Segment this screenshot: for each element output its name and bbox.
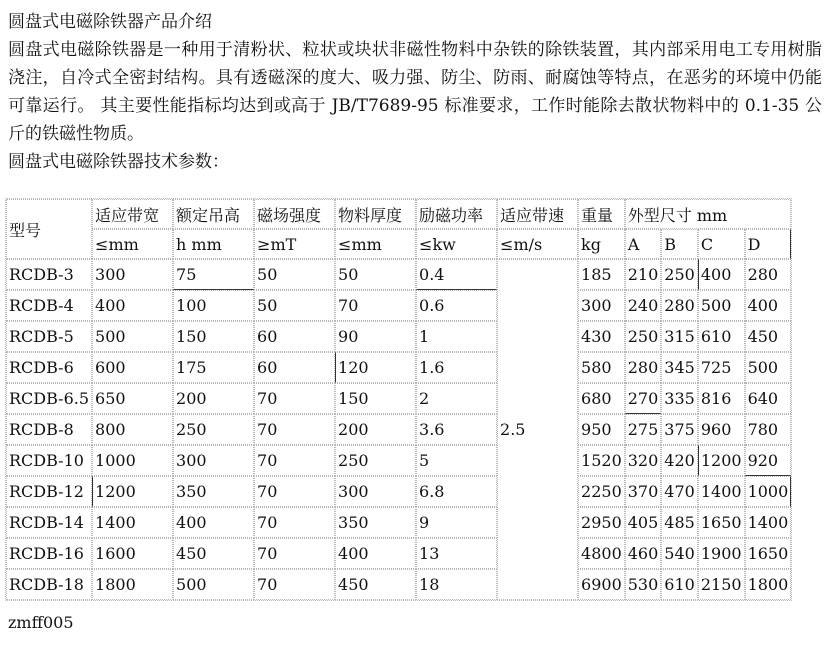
cell-model: RCDB-16 — [6, 538, 92, 569]
cell-width: 300 — [92, 259, 173, 290]
table-row — [6, 538, 791, 569]
cell-weight: 580 — [578, 352, 625, 383]
cell-width: 1600 — [92, 538, 173, 569]
dim-a-header: A — [625, 229, 662, 259]
cell-dim-c: 1400 — [698, 476, 745, 507]
cell-power: 5 — [416, 445, 497, 476]
cell-thickness: 350 — [335, 507, 416, 538]
cell-dim-d: 780 — [745, 414, 792, 445]
cell-dim-c: 500 — [698, 290, 745, 321]
cell-model: RCDB-18 — [6, 569, 92, 600]
cell-width: 800 — [92, 414, 173, 445]
table-row — [6, 321, 791, 352]
cell-weight: 2950 — [578, 507, 625, 538]
specs-table — [5, 198, 792, 601]
cell-dim-d: 1000 — [745, 476, 792, 507]
cell-thickness: 90 — [335, 321, 416, 352]
cell-dim-c: 610 — [698, 321, 745, 352]
cell-thickness: 50 — [335, 259, 416, 290]
dim-b-header: B — [661, 229, 698, 259]
cell-dim-b: 345 — [661, 352, 698, 383]
cell-dim-d: 1400 — [745, 507, 792, 538]
cell-model: RCDB-3 — [6, 259, 92, 290]
cell-weight: 1520 — [578, 445, 625, 476]
unit-field: ≥mT — [254, 229, 335, 259]
cell-power: 0.6 — [416, 290, 497, 321]
cell-dim-c: 400 — [698, 259, 745, 290]
cell-dim-a: 530 — [625, 569, 662, 600]
specs-heading: 圆盘式电磁除铁器技术参数： — [8, 152, 229, 172]
cell-height: 400 — [173, 507, 254, 538]
cell-height: 150 — [173, 321, 254, 352]
cell-field: 70 — [254, 569, 335, 600]
cell-dim-b: 420 — [661, 445, 698, 476]
document-body — [8, 8, 822, 176]
table-row — [6, 445, 791, 476]
cell-dim-b: 315 — [661, 321, 698, 352]
header-dimensions: 外型尺寸 mm — [625, 199, 792, 229]
cell-width: 400 — [92, 290, 173, 321]
cell-field: 70 — [254, 538, 335, 569]
cell-height: 350 — [173, 476, 254, 507]
cell-weight: 680 — [578, 383, 625, 414]
cell-height: 300 — [173, 445, 254, 476]
cell-power: 3.6 — [416, 414, 497, 445]
cell-dim-d: 500 — [745, 352, 792, 383]
cell-model: RCDB-4 — [6, 290, 92, 321]
cell-model: RCDB-6 — [6, 352, 92, 383]
cell-power: 0.4 — [416, 259, 497, 290]
table-row — [6, 383, 791, 414]
cell-height: 75 — [173, 259, 254, 290]
header-row-1 — [6, 199, 791, 229]
cell-dim-a: 320 — [625, 445, 662, 476]
cell-power: 18 — [416, 569, 497, 600]
cell-thickness: 400 — [335, 538, 416, 569]
table-row — [6, 476, 791, 507]
cell-field: 70 — [254, 507, 335, 538]
cell-thickness: 120 — [335, 352, 416, 383]
cell-power: 9 — [416, 507, 497, 538]
cell-thickness: 200 — [335, 414, 416, 445]
cell-dim-a: 280 — [625, 352, 662, 383]
cell-thickness: 250 — [335, 445, 416, 476]
cell-weight: 300 — [578, 290, 625, 321]
header-thickness: 物料厚度 — [335, 199, 416, 229]
cell-dim-a: 210 — [625, 259, 662, 290]
cell-dim-a: 275 — [625, 414, 662, 445]
cell-thickness: 300 — [335, 476, 416, 507]
header-speed: 适应带速 — [497, 199, 578, 229]
cell-dim-c: 816 — [698, 383, 745, 414]
table-row — [6, 259, 791, 290]
cell-dim-a: 250 — [625, 321, 662, 352]
cell-thickness: 450 — [335, 569, 416, 600]
table-row — [6, 569, 791, 600]
header-power: 励磁功率 — [416, 199, 497, 229]
table-row — [6, 507, 791, 538]
cell-model: RCDB-6.5 — [6, 383, 92, 414]
unit-thickness: ≤mm — [335, 229, 416, 259]
header-model: 型号 — [6, 199, 92, 259]
cell-weight: 4800 — [578, 538, 625, 569]
cell-dim-b: 540 — [661, 538, 698, 569]
cell-width: 600 — [92, 352, 173, 383]
cell-power: 1 — [416, 321, 497, 352]
unit-width: ≤mm — [92, 229, 173, 259]
unit-height: h mm — [173, 229, 254, 259]
cell-dim-a: 460 — [625, 538, 662, 569]
header-width: 适应带宽 — [92, 199, 173, 229]
cell-dim-b: 280 — [661, 290, 698, 321]
cell-power: 13 — [416, 538, 497, 569]
cell-field: 70 — [254, 383, 335, 414]
cell-height: 500 — [173, 569, 254, 600]
cell-dim-b: 335 — [661, 383, 698, 414]
header-field: 磁场强度 — [254, 199, 335, 229]
cell-thickness: 150 — [335, 383, 416, 414]
cell-width: 1800 — [92, 569, 173, 600]
cell-dim-c: 1900 — [698, 538, 745, 569]
cell-field: 60 — [254, 321, 335, 352]
cell-weight: 185 — [578, 259, 625, 290]
cell-field: 70 — [254, 445, 335, 476]
cell-dim-c: 1650 — [698, 507, 745, 538]
footer-code: zmff005 — [8, 613, 74, 632]
cell-dim-a: 370 — [625, 476, 662, 507]
cell-dim-d: 450 — [745, 321, 792, 352]
cell-dim-b: 375 — [661, 414, 698, 445]
cell-height: 200 — [173, 383, 254, 414]
cell-power: 1.6 — [416, 352, 497, 383]
cell-dim-b: 610 — [661, 569, 698, 600]
cell-height: 100 — [173, 290, 254, 321]
cell-dim-c: 725 — [698, 352, 745, 383]
table-row — [6, 290, 791, 321]
header-weight: 重量 — [578, 199, 625, 229]
cell-dim-a: 405 — [625, 507, 662, 538]
unit-speed: ≤m/s — [497, 229, 578, 259]
cell-dim-b: 250 — [661, 259, 698, 290]
cell-dim-d: 640 — [745, 383, 792, 414]
dim-d-header: D — [745, 229, 792, 259]
cell-weight: 2250 — [578, 476, 625, 507]
cell-height: 175 — [173, 352, 254, 383]
cell-weight: 6900 — [578, 569, 625, 600]
cell-field: 50 — [254, 290, 335, 321]
cell-power: 2 — [416, 383, 497, 414]
cell-width: 1200 — [92, 476, 173, 507]
cell-dim-b: 485 — [661, 507, 698, 538]
header-height: 额定吊高 — [173, 199, 254, 229]
cell-model: RCDB-8 — [6, 414, 92, 445]
cell-model: RCDB-12 — [6, 476, 92, 507]
cell-dim-d: 1800 — [745, 569, 792, 600]
cell-width: 650 — [92, 383, 173, 414]
cell-dim-d: 920 — [745, 445, 792, 476]
cell-height: 450 — [173, 538, 254, 569]
cell-width: 1000 — [92, 445, 173, 476]
intro-paragraph: 圆盘式电磁除铁器是一种用于清粉状、粒状或块状非磁性物料中杂铁的除铁装置，其内部采用电工专用树脂浇注，自冷式全密封结构。具有透磁深的度大、吸力强、防尘、防雨、耐腐蚀等特点，在恶劣的环境中仍能可靠运行。 其主要性能指标均达到或高于 JB/T7689-95 标准要求，工作时能除去散状物料中的 0.1-35 公斤的铁磁性物质。 — [8, 40, 822, 144]
cell-dim-b: 470 — [661, 476, 698, 507]
cell-weight: 950 — [578, 414, 625, 445]
cell-speed: 2.5 — [497, 259, 578, 600]
table-row — [6, 352, 791, 383]
cell-dim-c: 2150 — [698, 569, 745, 600]
cell-field: 70 — [254, 414, 335, 445]
cell-width: 1400 — [92, 507, 173, 538]
cell-weight: 430 — [578, 321, 625, 352]
table-row — [6, 414, 791, 445]
unit-power: ≤kw — [416, 229, 497, 259]
cell-dim-d: 280 — [745, 259, 792, 290]
cell-field: 60 — [254, 352, 335, 383]
dim-c-header: C — [698, 229, 745, 259]
cell-width: 500 — [92, 321, 173, 352]
unit-weight: kg — [578, 229, 625, 259]
cell-dim-d: 1650 — [745, 538, 792, 569]
cell-dim-c: 960 — [698, 414, 745, 445]
doc-title: 圆盘式电磁除铁器产品介绍 — [8, 12, 212, 32]
cell-model: RCDB-5 — [6, 321, 92, 352]
cell-power: 6.8 — [416, 476, 497, 507]
cell-field: 50 — [254, 259, 335, 290]
cell-dim-a: 270 — [625, 383, 662, 414]
cell-model: RCDB-10 — [6, 445, 92, 476]
cell-model: RCDB-14 — [6, 507, 92, 538]
cell-dim-c: 1200 — [698, 445, 745, 476]
cell-dim-a: 240 — [625, 290, 662, 321]
cell-height: 250 — [173, 414, 254, 445]
cell-thickness: 70 — [335, 290, 416, 321]
cell-field: 70 — [254, 476, 335, 507]
cell-dim-d: 400 — [745, 290, 792, 321]
header-row-2 — [6, 229, 791, 259]
